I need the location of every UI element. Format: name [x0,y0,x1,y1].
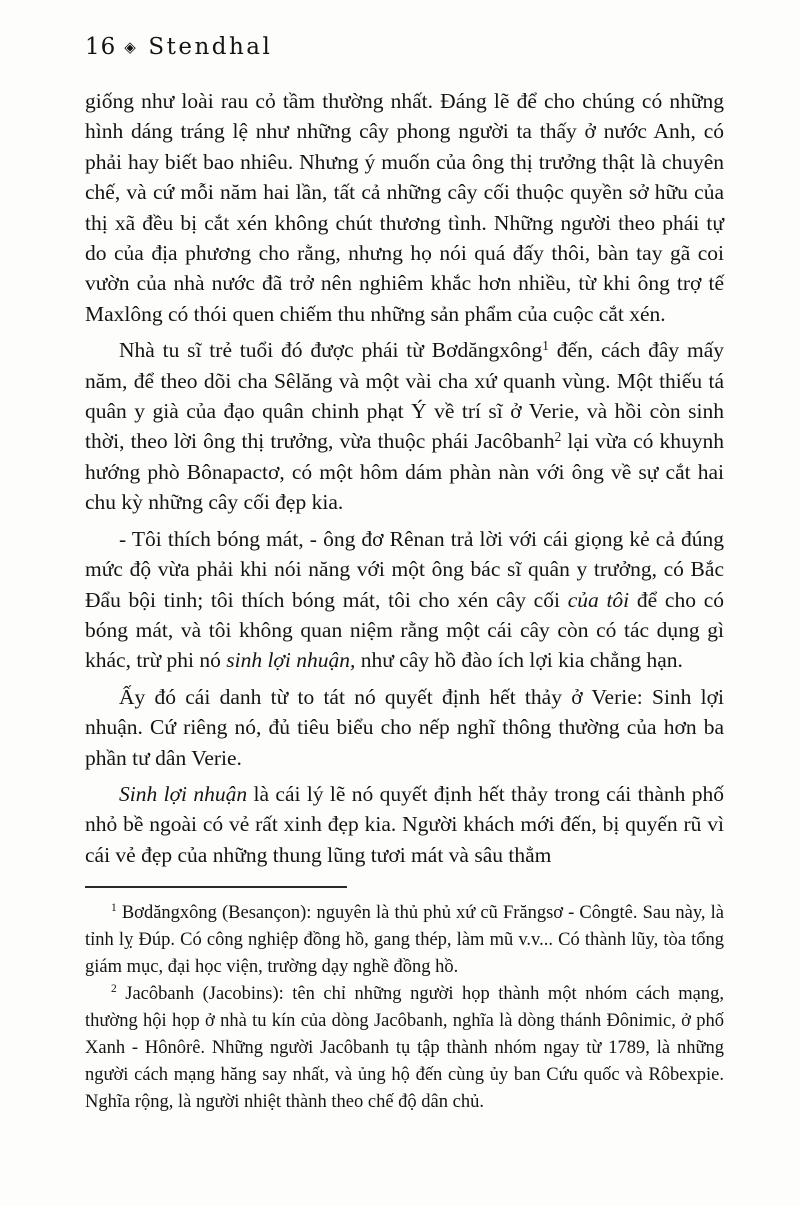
footnote-marker: 2 [111,983,117,996]
body-text [85,86,724,870]
footnote [85,900,724,981]
text-run: Bơdăngxông (Besançon): nguyên là thủ phủ xứ cũ Frăngsơ - Côngtê. Sau này, là tỉnh lỵ Đúp. Có công nghiệp đồng hồ, gang thép, làm mũ v.v... Có thành lũy, tòa tổng giám mục, đại học viện, trường dạy nghề đồng hồ. [85,903,724,978]
text-run: - Tôi thích bóng mát, - ông đơ Rênan trả lời với cái giọng kẻ cả đúng mức độ vừa phải khi nói năng với một ông bác sĩ quân y trưởng, có Bắc Đẩu bội tinh; tôi thích bóng mát, tôi cho xén cây cối [85,526,724,612]
italic-run: sinh lợi nhuận, [226,648,356,673]
footnote-marker: 2 [554,429,562,445]
text-run: là cái lý lẽ nó quyết định hết thảy trong cái thành phố nhỏ bề ngoài có vẻ rất xinh đẹp kia. Người khách mới đến, bị quyến rũ vì cái vẻ đẹp của những thung lũng tươi mát và sâu thẳm [85,781,724,867]
text-run: Ấy đó cái danh từ to tát nó quyết định hết thảy ở Verie: Sinh lợi nhuận. Cứ riêng nó, đủ tiêu biểu cho nếp nghĩ thông thường của hơn ba phần tư dân Verie. [85,684,724,770]
footnote-marker: 1 [111,902,117,915]
paragraph [85,682,724,773]
book-title: Stendhal [148,34,273,60]
footnote-marker: 1 [542,338,549,354]
page-number: 16 [85,34,117,60]
text-run: Nhà tu sĩ trẻ tuổi đó được phái từ Bơdăngxông [119,338,543,363]
paragraph [85,779,724,870]
text-run: để cho có bóng mát, và tôi không quan niệm rằng một cái cây còn có tác dụng gì khác, trừ phi nó [85,587,724,673]
running-header [85,34,724,60]
text-run: đến, cách đây mấy năm, để theo dõi cha Sêlăng và một vài cha xứ quanh vùng. Một thiếu tá quân y già của đạo quân chinh phạt Ý về trí sĩ ở Verie, và hồi còn sinh thời, theo lời ông thị trưởng, vừa thuộc phái Jacôbanh [85,338,725,454]
paragraph [85,335,724,517]
italic-run: của tôi [567,587,630,612]
diamond-separator-icon: ◈ [124,38,139,56]
italic-run: Sinh lợi nhuận [119,781,248,806]
footnotes [85,900,724,1116]
text-run: như cây hồ đào ích lợi kia chẳng hạn. [355,648,683,673]
footnote [85,981,724,1116]
footnote-divider [85,886,347,888]
paragraph [85,524,724,676]
text-run: giống như loài rau cỏ tầm thường nhất. Đáng lẽ để cho chúng có những hình dáng tráng lệ như những cây phong người ta thấy ở nước Anh, có phải hay biết bao nhiêu. Nhưng ý muốn của ông thị trưởng thật là chuyên chế, và cứ mỗi năm hai lần, tất cả những cây cối thuộc quyền sở hữu của thị xã đều bị cắt xén không chút thương tình. Những người theo phái tự do của địa phương cho rằng, nhưng họ nói quá đấy thôi, bàn tay gã coi vườn của nhà nước đã trở nên nghiêm khắc hơn nhiều, từ khi ông trợ tế Maxlông có thói quen chiếm thu những sản phẩm của cuộc cắt xén. [85,89,724,326]
text-run: Jacôbanh (Jacobins): tên chỉ những người họp thành một nhóm cách mạng, thường hội họp ở nhà tu kín của dòng Jacôbanh, nghĩa là dòng thánh Đônimic, ở phố Xanh - Hônôrê. Những người Jacôbanh tụ tập thành nhóm ngay từ 1789, là những người cách mạng hăng say nhất, và ủng hộ đến cùng ủy ban Cứu quốc và Rôbexpie. Nghĩa rộng, là người nhiệt thành theo chế độ dân chủ. [85,984,724,1113]
text-run: lại vừa có khuynh hướng phò Bônapactơ, có một hôm dám phàn nàn với ông về sự cắt hai chu kỳ những cây cối đẹp kia. [85,429,724,515]
paragraph [85,86,724,329]
